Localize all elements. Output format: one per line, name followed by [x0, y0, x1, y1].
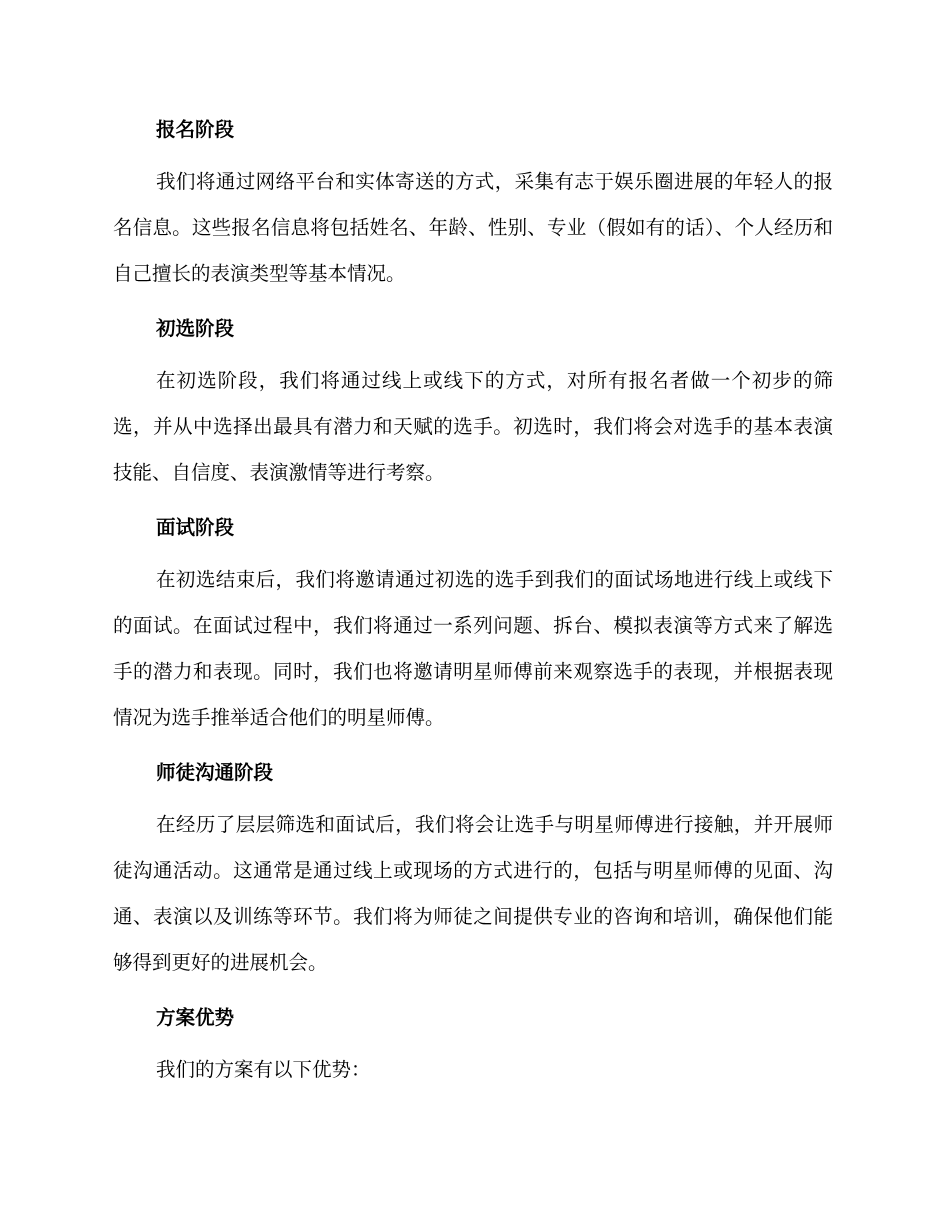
section-paragraph: 在初选结束后，我们将邀请通过初选的选手到我们的面试场地进行线上或线下的面试。在面试过程中，我们将通过一系列问题、拆台、模拟表演等方式来了解选手的潜力和表现。同时，我们也将邀请明星师傅前来观察选手的表现，并根据表现情况为选手推举适合他们的明星师傅。 [113, 568, 833, 729]
section-heading: 初选阶段 [156, 317, 235, 340]
section-interview [113, 512, 833, 741]
section-paragraph: 我们的方案有以下优势： [156, 1058, 371, 1081]
section-advantages [113, 1002, 833, 1093]
section-heading: 面试阶段 [156, 516, 235, 539]
section-registration [113, 114, 833, 297]
section-paragraph: 在经历了层层筛选和面试后，我们将会让选手与明星师傅进行接触，并开展师徒沟通活动。这通常是通过线上或现场的方式进行的，包括与明星师傅的见面、沟通、表演以及训练等环节。我们将为师徒之间提供专业的咨询和培训，确保他们能够得到更好的进展机会。 [113, 813, 833, 974]
section-mentor-communication [113, 757, 833, 986]
section-paragraph: 在初选阶段，我们将通过线上或线下的方式，对所有报名者做一个初步的筛选，并从中选择出最具有潜力和天赋的选手。初选时，我们将会对选手的基本表演技能、自信度、表演激情等进行考察。 [113, 369, 833, 484]
document-content [113, 114, 833, 1093]
section-paragraph: 我们将通过网络平台和实体寄送的方式，采集有志于娱乐圈进展的年轻人的报名信息。这些报名信息将包括姓名、年龄、性别、专业（假如有的话）、个人经历和自己擅长的表演类型等基本情况。 [113, 170, 833, 285]
section-heading: 报名阶段 [156, 118, 235, 141]
section-preliminary [113, 313, 833, 496]
section-heading: 师徒沟通阶段 [156, 761, 274, 784]
section-heading: 方案优势 [156, 1006, 235, 1029]
